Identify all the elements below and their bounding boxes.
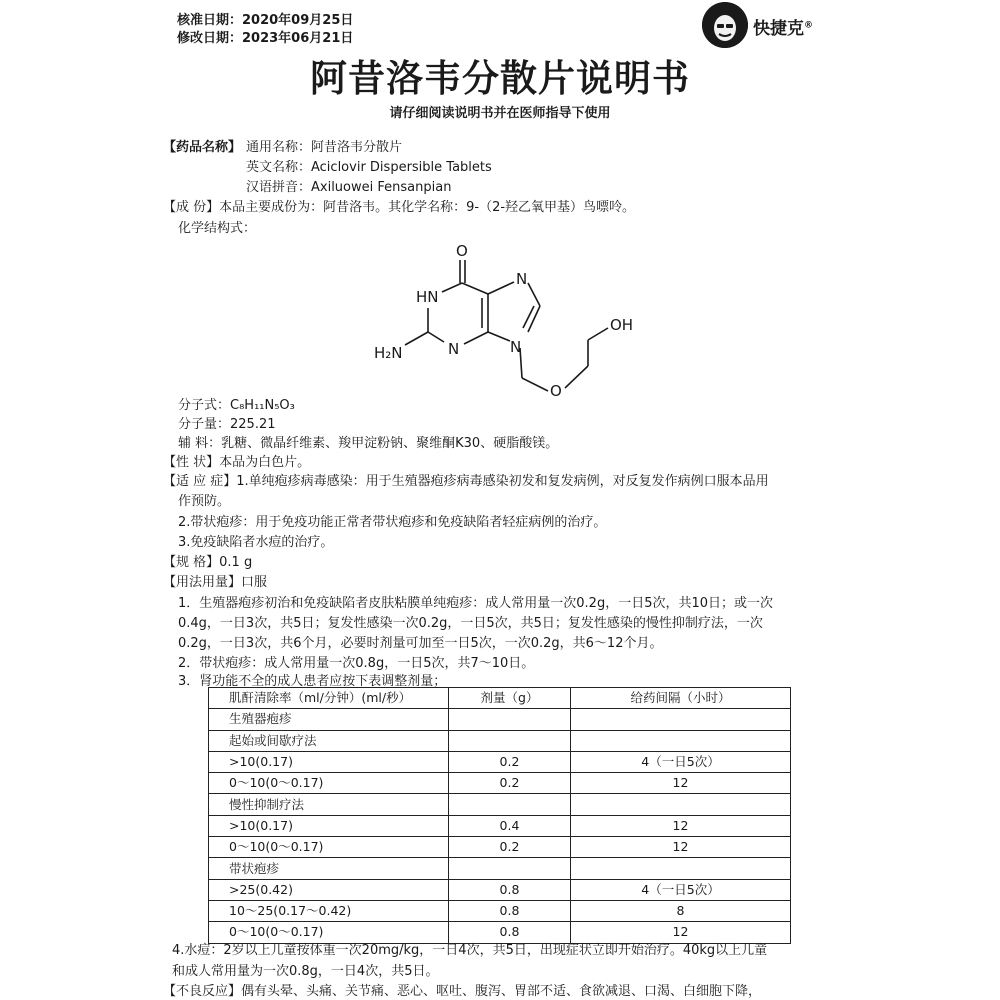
table-cell-interval xyxy=(571,730,791,751)
document-title: 阿昔洛韦分散片说明书 xyxy=(310,57,690,100)
table-cell-interval xyxy=(571,858,791,879)
table-cell-interval xyxy=(571,709,791,730)
renal-dosage-table xyxy=(208,687,791,944)
appearance: 【性 状】本品为白色片。 xyxy=(163,455,311,470)
atom-hydroxyl: OH xyxy=(610,316,634,334)
usage-heading: 【用法用量】口服 xyxy=(163,575,268,590)
table-cell-interval: 12 xyxy=(571,922,791,943)
excipients: 辅 料：乳糖、微晶纤维素、羧甲淀粉钠、聚维酮K30、硬脂酸镁。 xyxy=(178,436,559,451)
table-cell-dose xyxy=(449,730,571,751)
face-icon xyxy=(702,2,748,48)
atom-n7: N xyxy=(516,270,528,288)
usage-4b: 和成人常用量为一次0.8g，一日4次，共5日。 xyxy=(172,964,439,979)
usage-1b: 0.4g，一日3次，共5日；复发性感染一次0.2g，一日5次，共5日；复发性感染的慢性抑制疗法，一次 xyxy=(178,616,763,631)
table-cell-dose: 0.8 xyxy=(449,879,571,900)
table-row xyxy=(209,858,791,879)
table-cell-clearance: 0～10(0～0.17) xyxy=(209,837,449,858)
adverse-reactions: 【不良反应】偶有头晕、头痛、关节痛、恶心、呕吐、腹泻、胃部不适、食欲减退、口渴、白细胞下降， xyxy=(163,984,762,999)
table-cell-clearance: 10～25(0.17～0.42) xyxy=(209,900,449,921)
table-cell-clearance: 生殖器疱疹 xyxy=(209,709,449,730)
table-row xyxy=(209,900,791,921)
header-interval: 给药间隔（小时） xyxy=(571,688,791,709)
table-cell-interval: 12 xyxy=(571,837,791,858)
atom-n3: N xyxy=(448,340,460,358)
specification: 【规 格】0.1 g xyxy=(163,555,253,570)
indication-1: 【适 应 症】1.单纯疱疹病毒感染：用于生殖器疱疹病毒感染初发和复发病例，对反复发作病例口服本品用 xyxy=(163,474,769,489)
table-row xyxy=(209,794,791,815)
table-cell-dose: 0.2 xyxy=(449,751,571,772)
table-cell-clearance: >25(0.42) xyxy=(209,879,449,900)
table-row xyxy=(209,730,791,751)
structure-label: 化学结构式： xyxy=(178,221,257,236)
header-clearance: 肌酐清除率（ml/分钟）(ml/秒） xyxy=(209,688,449,709)
composition: 【成 份】本品主要成份为：阿昔洛韦。其化学名称：9-（2-羟乙氧甲基）鸟嘌呤。 xyxy=(163,200,636,215)
indication-3: 3.免疫缺陷者水痘的治疗。 xyxy=(178,535,334,550)
table-cell-dose xyxy=(449,794,571,815)
name-label: 【药品名称】 xyxy=(163,140,242,155)
atom-hn: HN xyxy=(416,288,439,306)
atom-n9: N xyxy=(510,338,522,356)
indication-1-cont: 作预防。 xyxy=(178,494,231,509)
table-cell-clearance: 0～10(0～0.17) xyxy=(209,922,449,943)
usage-1c: 0.2g，一日3次，共6个月，必要时剂量可加至一日5次，一次0.2g，共6～12个月。 xyxy=(178,636,663,651)
generic-name: 通用名称：阿昔洛韦分散片 xyxy=(246,140,403,155)
table-cell-interval: 12 xyxy=(571,773,791,794)
pinyin-name: 汉语拼音：Axiluowei Fensanpian xyxy=(246,180,452,195)
table-cell-dose: 0.2 xyxy=(449,837,571,858)
table-cell-interval xyxy=(571,794,791,815)
table-cell-clearance: >10(0.17) xyxy=(209,815,449,836)
chemical-structure-diagram xyxy=(360,228,660,413)
table-cell-dose: 0.2 xyxy=(449,773,571,794)
english-name: 英文名称：Aciclovir Dispersible Tablets xyxy=(246,160,492,175)
table-cell-clearance: 慢性抑制疗法 xyxy=(209,794,449,815)
table-row xyxy=(209,815,791,836)
usage-1a: 1．生殖器疱疹初治和免疫缺陷者皮肤粘膜单纯疱疹：成人常用量一次0.2g，一日5次，共10日；或一次 xyxy=(178,596,774,611)
approval-date: 核准日期：2020年09月25日 xyxy=(177,13,354,28)
molecular-formula: 分子式：C₈H₁₁N₅O₃ xyxy=(178,398,295,413)
document-subtitle: 请仔细阅读说明书并在医师指导下使用 xyxy=(389,106,611,121)
usage-2: 2．带状疱疹：成人常用量一次0.8g，一日5次，共7～10日。 xyxy=(178,656,535,671)
usage-4a: 4.水痘：2岁以上儿童按体重一次20mg/kg，一日4次，共5日，出现症状立即开始治疗。40kg以上儿童 xyxy=(172,943,768,958)
molecular-weight: 分子量：225.21 xyxy=(178,417,276,432)
table-cell-interval: 8 xyxy=(571,900,791,921)
indication-2: 2.带状疱疹：用于免疫功能正常者带状疱疹和免疫缺陷者轻症病例的治疗。 xyxy=(178,515,607,530)
table-cell-dose xyxy=(449,709,571,730)
table-cell-clearance: 0～10(0～0.17) xyxy=(209,773,449,794)
table-cell-interval: 4（一日5次） xyxy=(571,879,791,900)
table-row xyxy=(209,773,791,794)
header-dose: 剂量（g） xyxy=(449,688,571,709)
table-cell-interval: 4（一日5次） xyxy=(571,751,791,772)
atom-ether-oxygen: O xyxy=(550,382,562,400)
brand-logo xyxy=(702,2,748,48)
table-row xyxy=(209,751,791,772)
table-row xyxy=(209,837,791,858)
table-row xyxy=(209,709,791,730)
atom-oxygen-carbonyl: O xyxy=(456,242,468,260)
table-cell-clearance: 起始或间歇疗法 xyxy=(209,730,449,751)
table-cell-dose: 0.8 xyxy=(449,922,571,943)
table-cell-clearance: 带状疱疹 xyxy=(209,858,449,879)
table-row xyxy=(209,879,791,900)
atom-amino: H₂N xyxy=(374,344,403,362)
brand-name: 快捷克® xyxy=(753,19,813,39)
revision-date: 修改日期：2023年06月21日 xyxy=(177,31,354,46)
table-header-row xyxy=(209,688,791,709)
table-cell-interval: 12 xyxy=(571,815,791,836)
table-cell-dose xyxy=(449,858,571,879)
table-cell-dose: 0.4 xyxy=(449,815,571,836)
usage-3: 3．肾功能不全的成人患者应按下表调整剂量； xyxy=(178,674,447,689)
table-cell-clearance: >10(0.17) xyxy=(209,751,449,772)
table-cell-dose: 0.8 xyxy=(449,900,571,921)
